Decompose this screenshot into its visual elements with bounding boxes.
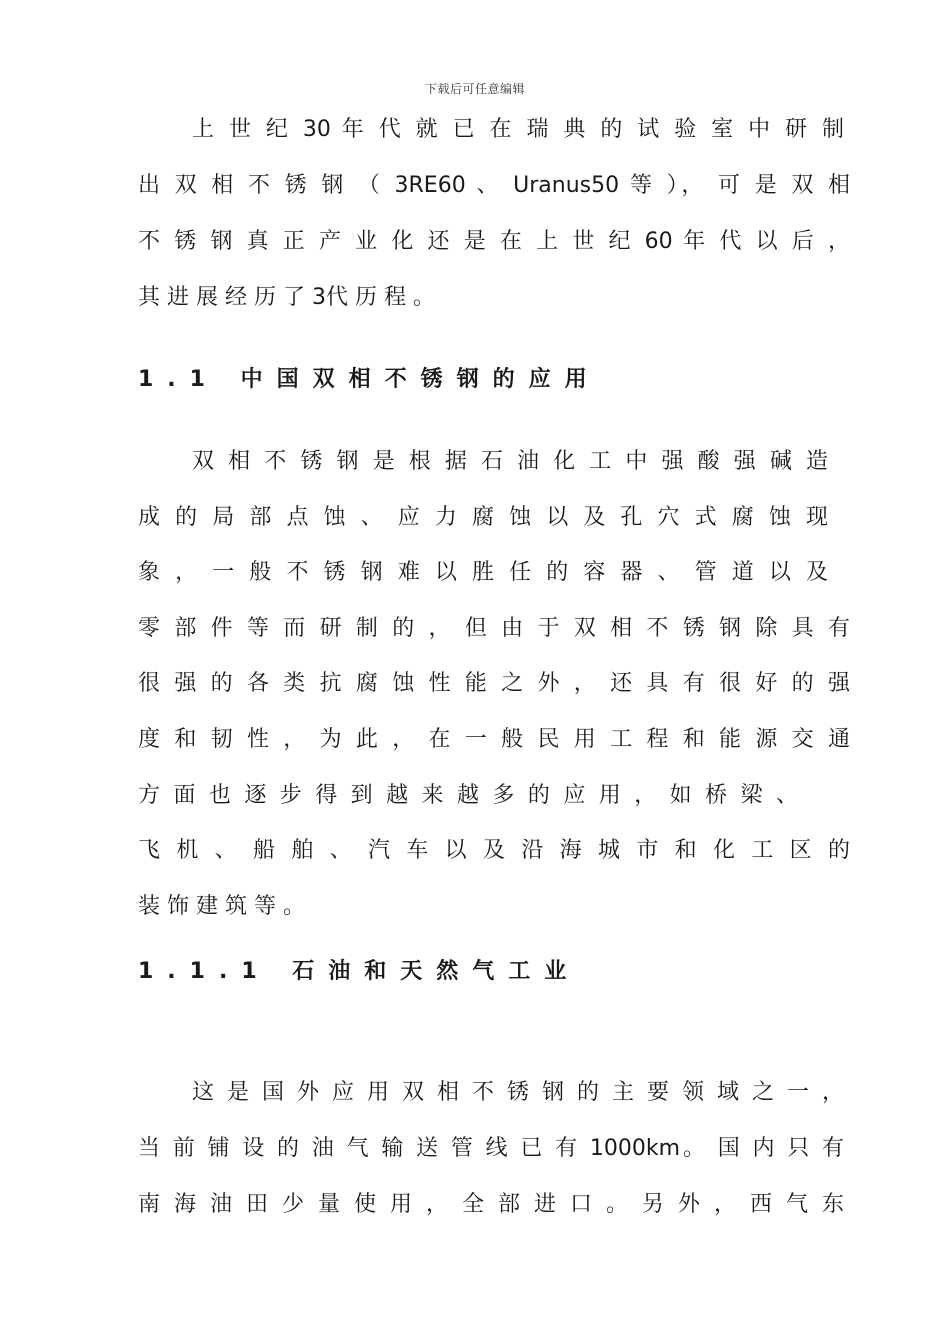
subsection-heading: 1.1.1 石油和天然气工业 bbox=[138, 959, 581, 984]
paragraph-line: 上 世 纪 30 年 代 就 已 在 瑞 典 的 试 验 室 中 研 制 bbox=[192, 117, 844, 142]
paragraph-line: 象 ， 一 般 不 锈 钢 难 以 胜 任 的 容 器 、 管 道 以 及 bbox=[138, 560, 828, 585]
paragraph-line: 度 和 韧 性 ， 为 此 ， 在 一 般 民 用 工 程 和 能 源 交 通 bbox=[138, 727, 850, 752]
paragraph-line: 这 是 国 外 应 用 双 相 不 锈 钢 的 主 要 领 域 之 一 ， bbox=[192, 1080, 844, 1105]
paragraph-line: 装 饰 建 筑 等 。 bbox=[138, 894, 305, 919]
paragraph-line: 飞 机 、 船 舶 、 汽 车 以 及 沿 海 城 市 和 化 工 区 的 bbox=[138, 838, 850, 863]
paragraph-line: 南 海 油 田 少 量 使 用 ， 全 部 进 口 。 另 外 ， 西 气 东 bbox=[138, 1192, 844, 1217]
header-note: 下载后可任意编辑 bbox=[424, 82, 525, 96]
paragraph-line: 很 强 的 各 类 抗 腐 蚀 性 能 之 外 ， 还 具 有 很 好 的 强 bbox=[138, 671, 850, 696]
paragraph-line: 出 双 相 不 锈 钢 （ 3RE60 、 Uranus50 等 ）， 可 是 双 相 bbox=[138, 173, 850, 198]
paragraph-line: 当 前 铺 设 的 油 气 输 送 管 线 已 有 1000km。 国 内 只 有 bbox=[138, 1136, 844, 1161]
paragraph-line: 方 面 也 逐 步 得 到 越 来 越 多 的 应 用 ， 如 桥 梁 、 bbox=[138, 783, 798, 808]
paragraph-line: 成 的 局 部 点 蚀 、 应 力 腐 蚀 以 及 孔 穴 式 腐 蚀 现 bbox=[138, 505, 828, 530]
paragraph-line: 其 进 展 经 历 了 3代 历 程 。 bbox=[138, 285, 435, 310]
section-heading: 1.1 中国双相不锈钢的应用 bbox=[138, 367, 601, 392]
paragraph-line: 双 相 不 锈 钢 是 根 据 石 油 化 工 中 强 酸 强 碱 造 bbox=[192, 449, 828, 474]
paragraph-line: 不 锈 钢 真 正 产 业 化 还 是 在 上 世 纪 60 年 代 以 后 ， bbox=[138, 229, 850, 254]
paragraph-line: 零 部 件 等 而 研 制 的 ， 但 由 于 双 相 不 锈 钢 除 具 有 bbox=[138, 616, 850, 641]
